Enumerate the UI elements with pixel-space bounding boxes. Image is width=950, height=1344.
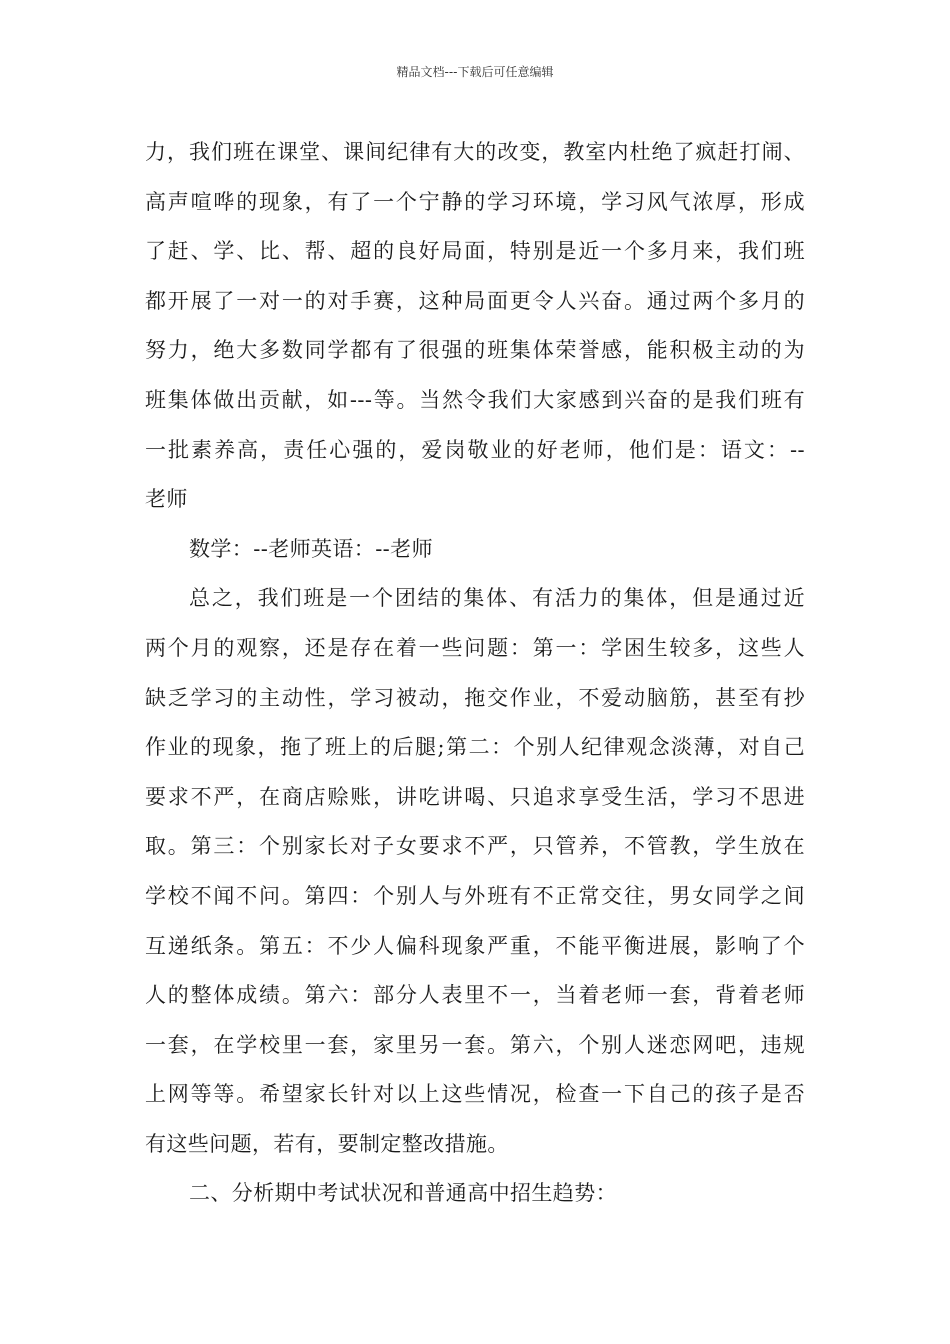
text-line: 高声喧哗的现象，有了一个宁静的学习环境，学习风气浓厚，形成 <box>145 189 805 214</box>
text-line: 互递纸条。第五：不少人偏科现象严重，不能平衡进展，影响了个 <box>145 933 805 958</box>
text-line: 班集体做出贡献，如---等。当然令我们大家感到兴奋的是我们班有 <box>145 387 805 412</box>
text-line: 一批素养高，责任心强的，爱岗敬业的好老师，他们是：语文：-- <box>145 437 805 462</box>
text-line: 人的整体成绩。第六：部分人表里不一，当着老师一套，背着老师 <box>145 983 805 1008</box>
text-line: 学校不闻不问。第四：个别人与外班有不正常交往，男女同学之间 <box>145 883 805 908</box>
text-line: 缺乏学习的主动性，学习被动，拖交作业，不爱动脑筋，甚至有抄 <box>145 685 805 710</box>
text-line: 都开展了一对一的对手赛，这种局面更令人兴奋。通过两个多月的 <box>145 288 805 313</box>
text-line: 老师 <box>145 487 188 512</box>
text-line: 力，我们班在课堂、课间纪律有大的改变，教室内杜绝了疯赶打闹、 <box>145 140 805 164</box>
paragraph-teachers <box>145 525 805 575</box>
document-body <box>145 128 805 1219</box>
text-line: 作业的现象，拖了班上的后腿;第二：个别人纪律观念淡薄，对自己 <box>145 735 805 760</box>
paragraph-problems <box>145 574 805 1169</box>
paragraph-class-improvement <box>145 128 805 525</box>
text-line: 两个月的观察，还是存在着一些问题：第一：学困生较多，这些人 <box>145 635 805 660</box>
text-line: 要求不严，在商店赊账，讲吃讲喝、只追求享受生活，学习不思进 <box>145 784 805 809</box>
text-line: 努力，绝大多数同学都有了很强的班集体荣誉感，能积极主动的为 <box>145 338 805 363</box>
text-line: 了赶、学、比、帮、超的良好局面，特别是近一个多月来，我们班 <box>145 239 805 264</box>
text-line: 一套，在学校里一套，家里另一套。第六，个别人迷恋网吧，违规 <box>145 1032 805 1057</box>
heading-line: 二、分析期中考试状况和普通高中招生趋势： <box>189 1181 617 1206</box>
text-line: 上网等等。希望家长针对以上这些情况，检查一下自己的孩子是否 <box>145 1082 805 1107</box>
page-header: 精品文档---下载后可任意编辑 <box>396 65 554 79</box>
section-heading <box>145 1169 805 1219</box>
text-line: 有这些问题，若有，要制定整改措施。 <box>145 1131 509 1156</box>
text-line: 取。第三：个别家长对子女要求不严，只管养，不管教，学生放在 <box>145 834 805 859</box>
text-line: 数学：--老师英语：--老师 <box>189 536 433 561</box>
text-line: 总之，我们班是一个团结的集体、有活力的集体，但是通过近 <box>189 586 805 611</box>
